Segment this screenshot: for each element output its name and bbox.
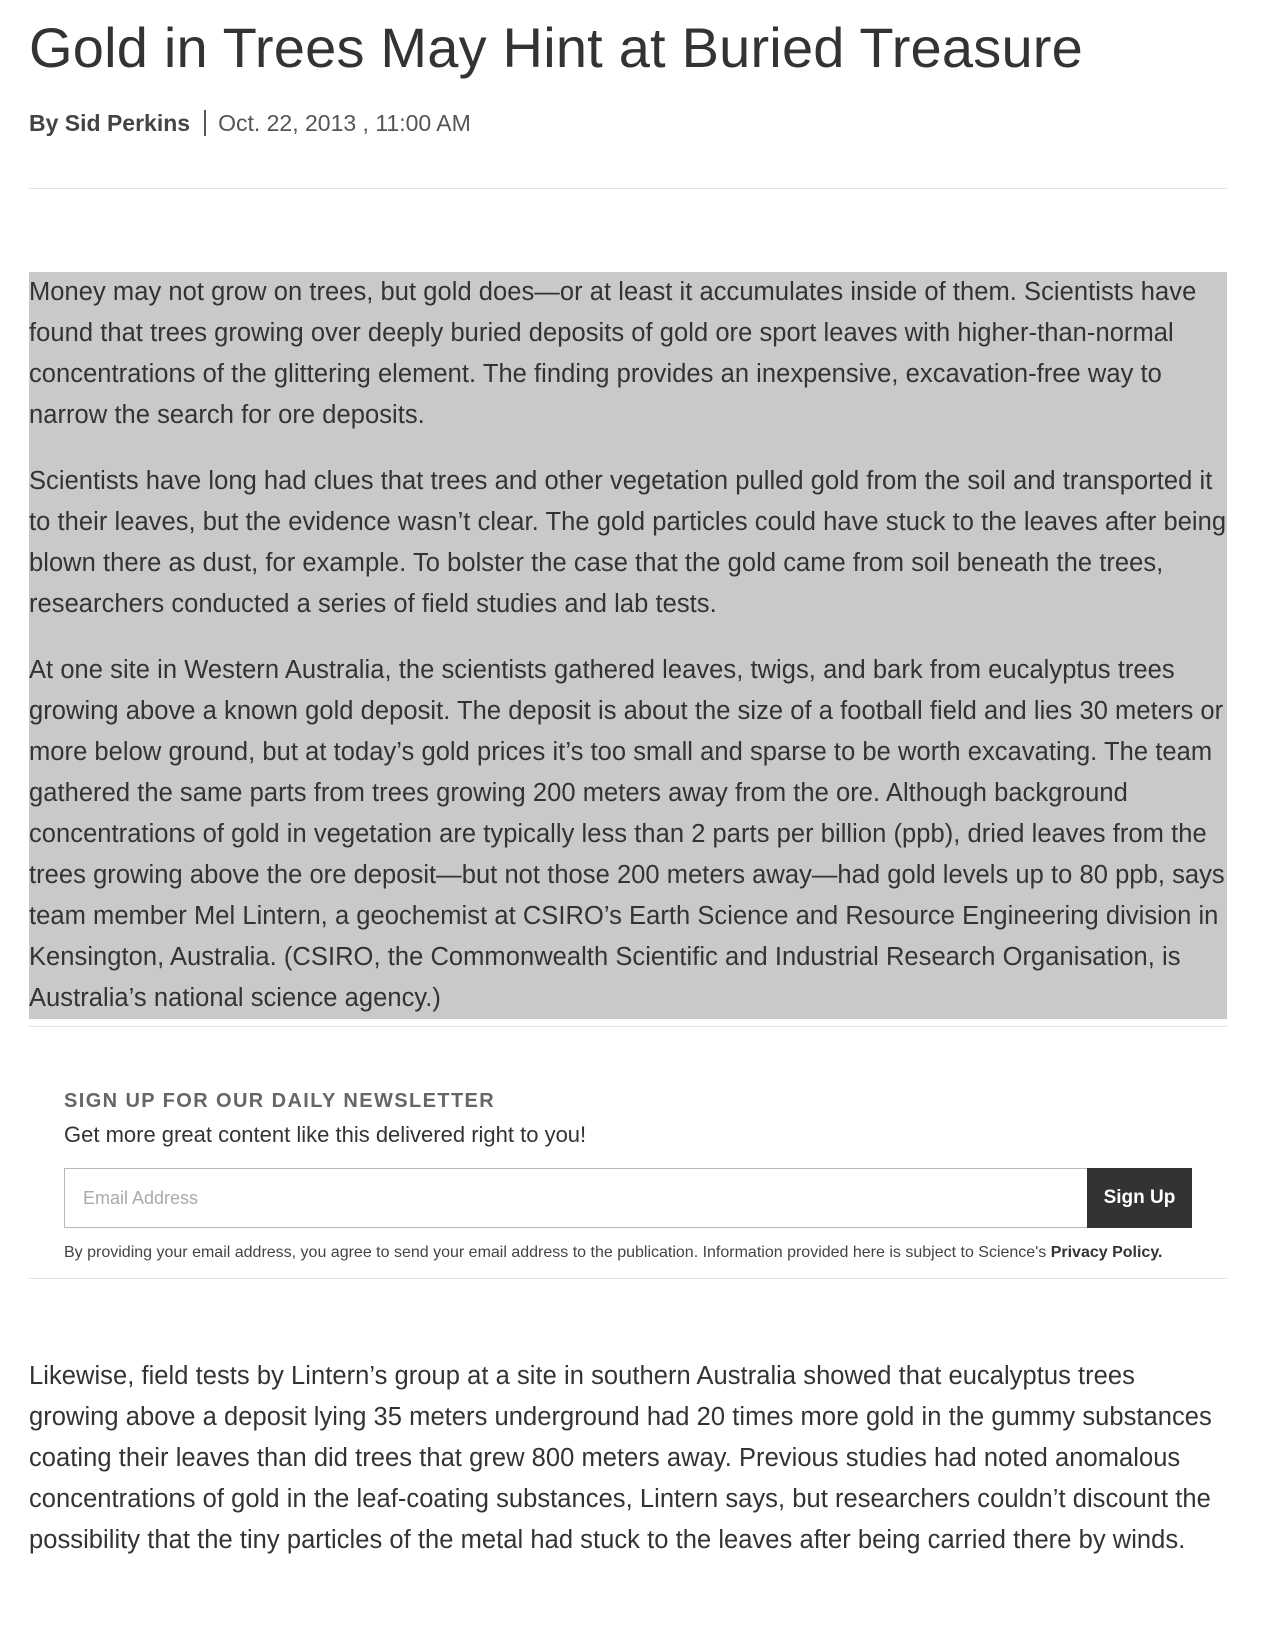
newsletter-title: SIGN UP FOR OUR DAILY NEWSLETTER bbox=[64, 1090, 496, 1112]
article-paragraph-2: Scientists have long had clues that trees and other vegetation pulled gold from the soil and transported it to their leaves, but the evidence wasn’t clear. The gold particles could have stuck to the leaves after being blown there as dust, for example. To bolster the case that the gold came from soil beneath the trees, researchers conducted a series of field studies and lab tests. bbox=[29, 467, 1227, 618]
newsletter-legal-text bbox=[64, 1240, 1192, 1266]
header-divider bbox=[29, 188, 1227, 189]
email-address-input[interactable] bbox=[64, 1168, 1087, 1228]
legal-text: By providing your email address, you agree to send your email address to the publication. Information provided here is subject to Science's bbox=[64, 1244, 1051, 1261]
author-link[interactable]: By Sid Perkins bbox=[29, 110, 191, 136]
newsletter-top-divider bbox=[29, 1026, 1227, 1027]
newsletter-signup bbox=[64, 1088, 1192, 1266]
newsletter-subtitle: Get more great content like this delivered right to you! bbox=[64, 1122, 587, 1147]
newsletter-bottom-divider bbox=[29, 1278, 1227, 1279]
publish-date: Oct. 22, 2013 , 11:00 AM bbox=[218, 110, 471, 136]
article-headline: Gold in Trees May Hint at Buried Treasure bbox=[29, 16, 1083, 79]
byline-separator bbox=[204, 110, 206, 136]
selected-text-block[interactable] bbox=[29, 272, 1227, 1019]
article-continued bbox=[29, 1356, 1227, 1561]
sign-up-button[interactable]: Sign Up bbox=[1087, 1168, 1192, 1228]
privacy-policy-link[interactable]: Privacy Policy. bbox=[1050, 1244, 1163, 1261]
newsletter-form bbox=[64, 1168, 1192, 1228]
article-paragraph-4: Likewise, field tests by Lintern’s group at a site in southern Australia showed that eucalyptus trees growing above a deposit lying 35 meters underground had 20 times more gold in the gummy substances coating their leaves than did trees that grew 800 meters away. Previous studies had noted anomalous concentrations of gold in the leaf-coating substances, Lintern says, but researchers couldn’t discount the possibility that the tiny particles of the metal had stuck to the leaves after being carried there by winds. bbox=[29, 1362, 1212, 1554]
byline bbox=[29, 108, 471, 138]
article-paragraph-1: Money may not grow on trees, but gold does—or at least it accumulates inside of them. Scientists have found that trees growing over deeply buried deposits of gold ore sport leaves with higher-than-normal concentrations of the glittering element. The finding provides an inexpensive, excavation-free way to narrow the search for ore deposits. bbox=[29, 278, 1197, 429]
article-paragraph-3: At one site in Western Australia, the scientists gathered leaves, twigs, and bark from eucalyptus trees growing above a known gold deposit. The deposit is about the size of a football field and lies 30 meters or more below ground, but at today’s gold prices it’s too small and sparse to be worth excavating. The team gathered the same parts from trees growing 200 meters away from the ore. Although background concentrations of gold in vegetation are typically less than 2 parts per billion (ppb), dried leaves from the trees growing above the ore deposit—but not those 200 meters away—had gold levels up to 80 ppb, says team member Mel Lintern, a geochemist at CSIRO’s Earth Science and Resource Engineering division in Kensington, Australia. (CSIRO, the Commonwealth Scientific and Industrial Research Organisation, is Australia’s national science agency.) bbox=[29, 656, 1225, 1012]
